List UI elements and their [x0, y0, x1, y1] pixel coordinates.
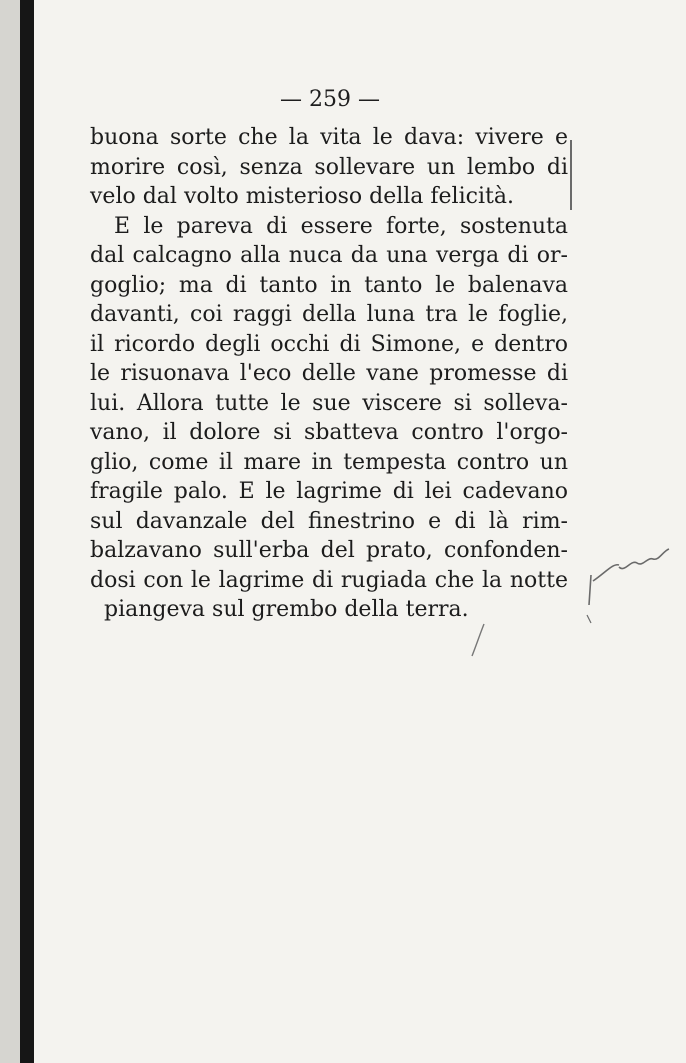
text-line: goglio; ma di tanto in tanto le balenava [90, 272, 568, 298]
paragraph-end-line: piangeva sul grembo della terra. [104, 597, 469, 622]
text-line: le risuonava l'eco delle vane promesse di [90, 361, 568, 386]
text-line: buona sorte che la vita le dava: vivere e [90, 125, 568, 150]
page-number: — 259 — [280, 87, 380, 112]
margin-pencil-bracket [570, 140, 582, 210]
text-line: sul davanzale del finestrino e di là rim- [90, 508, 568, 534]
text-line: il ricordo degli occhi di Simone, e dentro [90, 331, 568, 357]
book-spine-shadow [20, 0, 34, 1063]
text-line: morire così, senza sollevare un lembo di [90, 154, 568, 180]
paragraph-start-line: E le pareva di essere forte, sostenuta [114, 213, 568, 239]
text-line: velo dal volto misterioso della felicità. [90, 184, 514, 209]
margin-pencil-annotation [585, 545, 675, 630]
text-line: dal calcagno alla nuca da una verga di or- [90, 243, 568, 268]
text-line: lui. Allora tutte le sue viscere si solleva- [90, 390, 568, 416]
text-line: davanti, coi raggi della luna tra le foglie, [90, 302, 568, 327]
text-line: vano, il dolore si sbatteva contro l'orgo- [90, 420, 568, 445]
pencil-slash-mark [468, 620, 488, 660]
text-line: glio, come il mare in tempesta contro un [90, 449, 568, 475]
text-line: fragile palo. E le lagrime di lei cadevano [90, 479, 568, 504]
text-line: dosi con le lagrime di rugiada che la notte [90, 567, 568, 593]
page-gutter [0, 0, 20, 1063]
body-text [90, 123, 568, 625]
text-line: balzavano sull'erba del prato, confonden- [90, 538, 568, 563]
